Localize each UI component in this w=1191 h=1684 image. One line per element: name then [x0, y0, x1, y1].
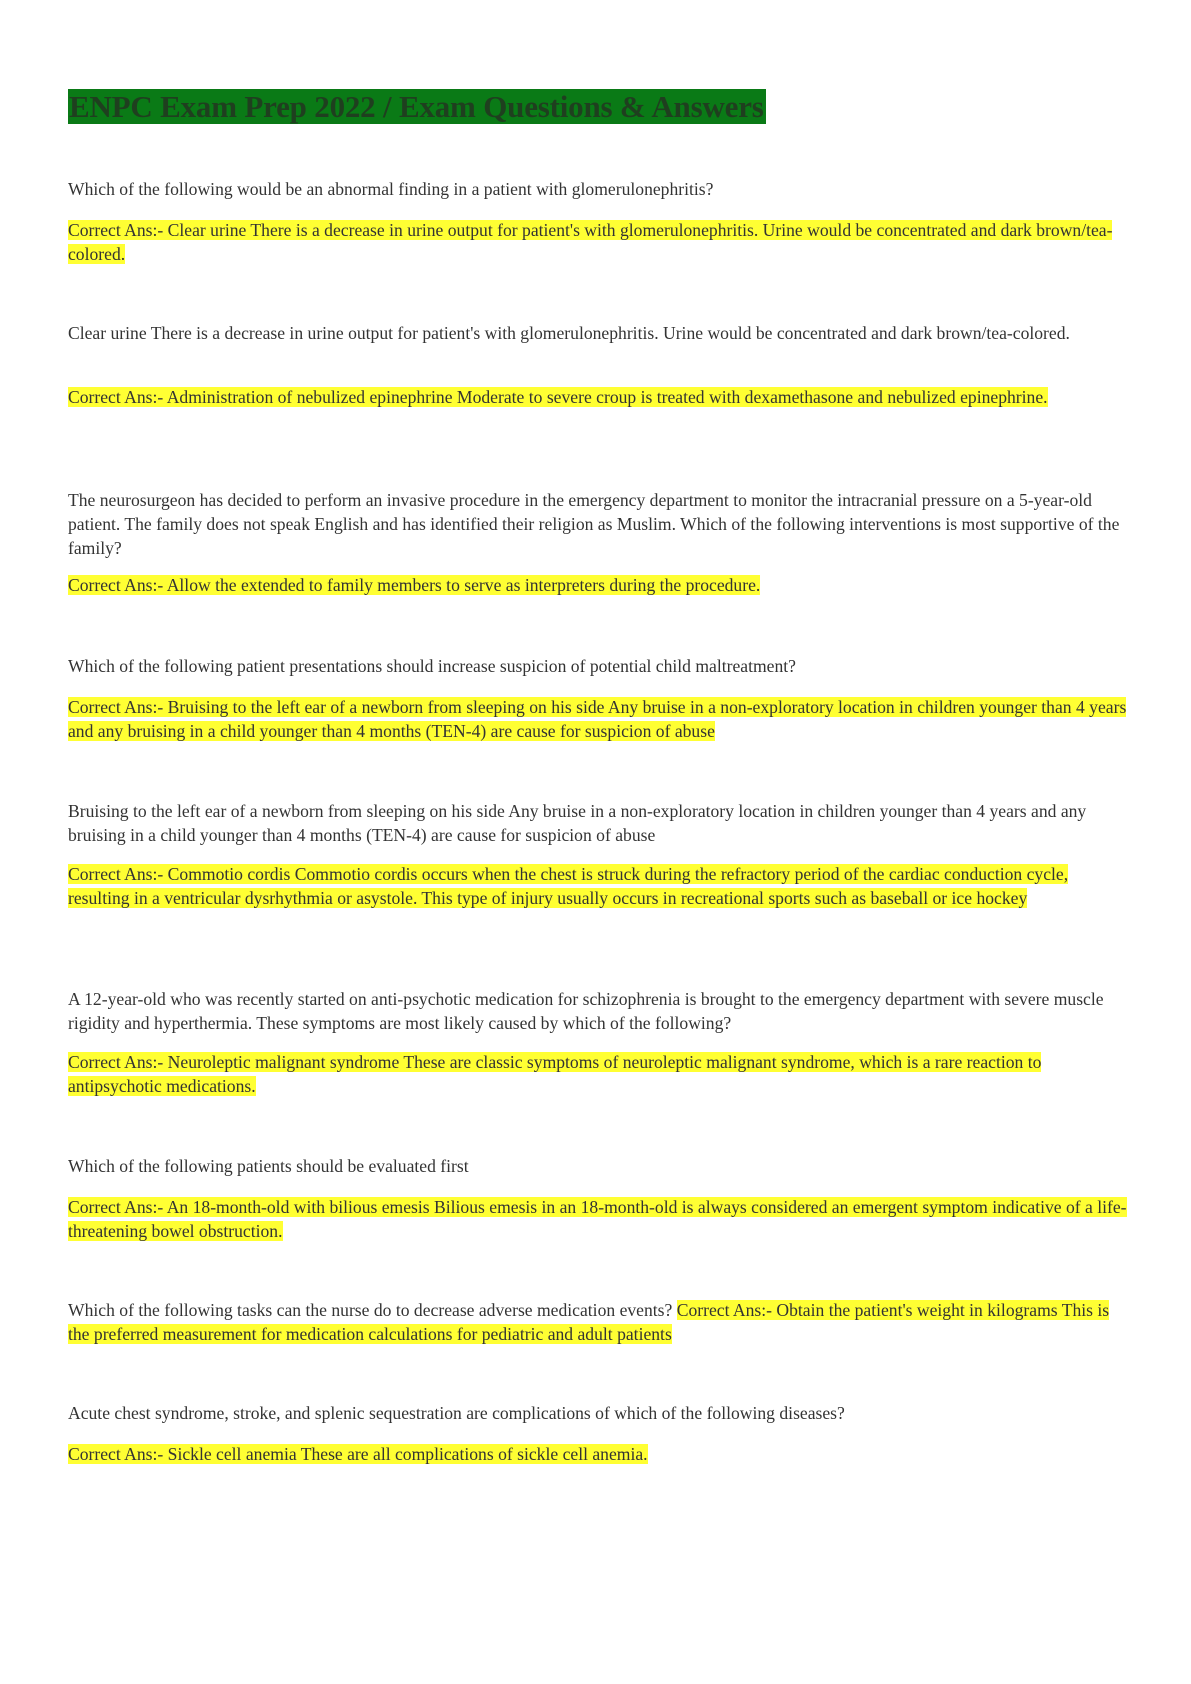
answer-1: [68, 218, 1128, 266]
document-title-text: ENPC Exam Prep 2022 / Exam Questions & Answers: [69, 89, 764, 124]
answer-5: [68, 862, 1128, 910]
answer-6: [68, 1050, 1128, 1098]
answer-7-text: Correct Ans:- An 18-month-old with bilious emesis Bilious emesis in an 18-month-old is always considered an emergent symptom indicative of a life-threatening bowel obstruction.: [68, 1197, 1127, 1241]
question-6: A 12-year-old who was recently started on anti-psychotic medication for schizophrenia is brought to the emergency department with severe muscle rigidity and hyperthermia. These symptoms are most likely caused by which of the following?: [68, 989, 1104, 1033]
question-9: Acute chest syndrome, stroke, and splenic sequestration are complications of which of the following diseases?: [68, 1403, 845, 1423]
answer-3-text: Correct Ans:- Allow the extended to family members to serve as interpreters during the procedure.: [68, 575, 761, 595]
answer-7: [68, 1195, 1128, 1243]
answer-5-text: Correct Ans:- Commotio cordis Commotio cordis occurs when the chest is struck during the refractory period of the cardiac conduction cycle, resulting in a ventricular dysrhythmia or asystole. This type of injury usually occurs in recreational sports such as baseball or ice hockey: [68, 864, 1069, 908]
answer-3: [68, 573, 1128, 597]
answer-2: [68, 385, 1128, 409]
question-8: [68, 1298, 1128, 1346]
answer-2-text: Correct Ans:- Administration of nebulized epinephrine Moderate to severe croup is treated with dexamethasone and nebulized epinephrine.: [68, 387, 1048, 407]
answer-6-text: Correct Ans:- Neuroleptic malignant syndrome These are classic symptoms of neuroleptic malignant syndrome, which is a rare reaction to antipsychotic medications.: [68, 1052, 1042, 1096]
question-2: Clear urine There is a decrease in urine output for patient's with glomerulonephritis. Urine would be concentrated and dark brown/tea-colored.: [68, 323, 1070, 343]
question-7: Which of the following patients should be evaluated first: [68, 1156, 469, 1176]
answer-9: [68, 1442, 1128, 1466]
question-3: The neurosurgeon has decided to perform an invasive procedure in the emergency department to monitor the intracranial pressure on a 5-year-old patient. The family does not speak English and has identified their religion as Muslim. Which of the following interventions is most supportive of the family?: [68, 490, 1120, 558]
question-4: Which of the following patient presentations should increase suspicion of potential child maltreatment?: [68, 656, 796, 676]
document-title: [68, 90, 766, 124]
question-8-text: Which of the following tasks can the nurse do to decrease adverse medication events?: [68, 1300, 673, 1320]
question-1: Which of the following would be an abnormal finding in a patient with glomerulonephritis?: [68, 179, 714, 199]
answer-4: [68, 695, 1128, 743]
question-5: Bruising to the left ear of a newborn from sleeping on his side Any bruise in a non-exploratory location in children younger than 4 years and any bruising in a child younger than 4 months (TEN-4) are cause for suspicion of abuse: [68, 801, 1087, 845]
answer-4-text: Correct Ans:- Bruising to the left ear of a newborn from sleeping on his side Any bruise in a non-exploratory location in children younger than 4 years and any bruising in a child younger than 4 months (TEN-4) are cause for suspicion of abuse: [68, 697, 1127, 741]
answer-8-text: Correct Ans:- Obtain the patient's weight in kilograms This is the preferred measurement for medication calculations for pediatric and adult patients: [68, 1300, 1110, 1344]
answer-1-text: Correct Ans:- Clear urine There is a decrease in urine output for patient's with glomerulonephritis. Urine would be concentrated and dark brown/tea-colored.: [68, 220, 1113, 264]
answer-9-text: Correct Ans:- Sickle cell anemia These are all complications of sickle cell anemia.: [68, 1444, 648, 1464]
